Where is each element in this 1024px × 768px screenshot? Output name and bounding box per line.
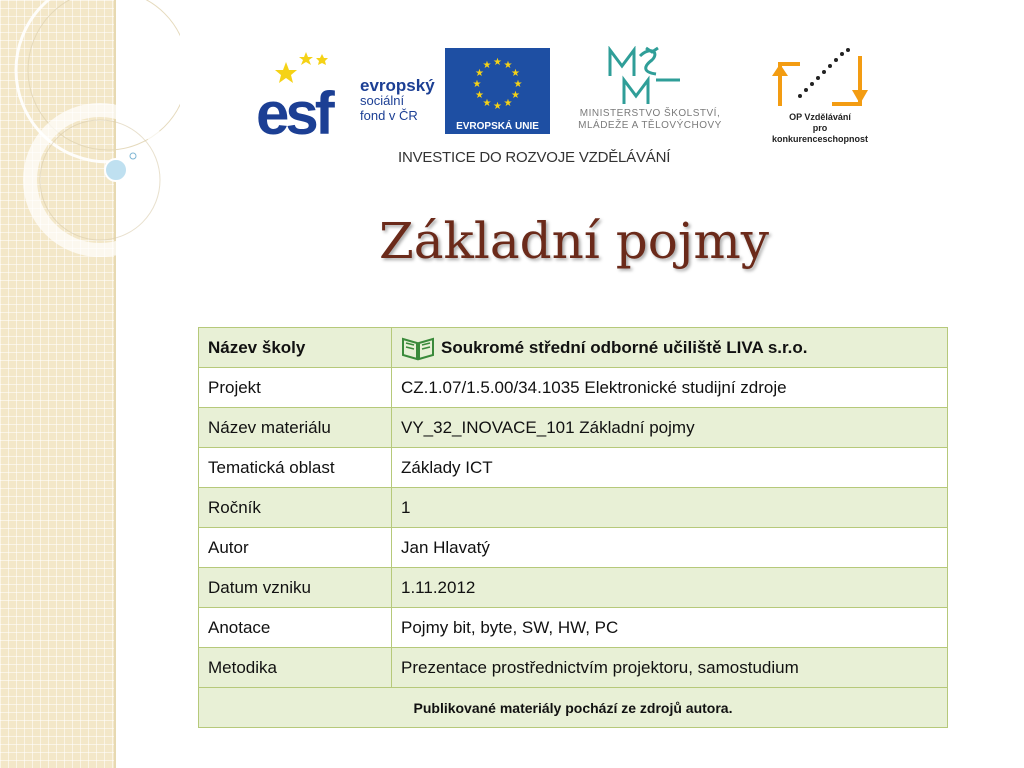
op-text [770, 112, 870, 145]
table-row [199, 648, 948, 688]
row-value: Jan Hlavatý [392, 528, 948, 568]
table-row [199, 448, 948, 488]
table-footer-row [199, 688, 948, 728]
svg-text:★: ★ [493, 57, 502, 68]
table-row [199, 368, 948, 408]
row-label: Datum vzniku [199, 568, 392, 608]
table-row [199, 488, 948, 528]
table-row [199, 528, 948, 568]
row-value: Pojmy bit, byte, SW, HW, PC [392, 608, 948, 648]
page-title: Základní pojmy [378, 212, 769, 270]
esf-line1: evropský [360, 76, 435, 95]
row-label: Autor [199, 528, 392, 568]
svg-text:★: ★ [503, 98, 513, 109]
school-name: Soukromé střední odborné učiliště LIVA s.r.o. [441, 337, 808, 357]
row-value: 1.11.2012 [392, 568, 948, 608]
msmt-line1: MINISTERSTVO ŠKOLSTVÍ, [579, 108, 721, 119]
esf-mark-icon [256, 48, 360, 136]
svg-text:★: ★ [472, 79, 482, 90]
svg-text:★: ★ [513, 79, 523, 90]
row-label: Projekt [199, 368, 392, 408]
row-label: Název školy [199, 328, 392, 368]
table-row [199, 608, 948, 648]
row-label: Název materiálu [199, 408, 392, 448]
svg-text:★: ★ [475, 68, 484, 79]
msmt-line2: MLÁDEŽE A TĚLOVÝCHOVY [578, 120, 722, 131]
msmt-text [560, 108, 740, 132]
op-line1: OP Vzdělávání [789, 112, 851, 122]
esf-logo [256, 48, 436, 136]
eu-flag-icon [445, 48, 550, 120]
esf-text [360, 78, 435, 123]
book-icon [401, 335, 435, 361]
row-value [392, 328, 948, 368]
svg-text:★: ★ [475, 90, 484, 101]
row-value: VY_32_INOVACE_101 Základní pojmy [392, 408, 948, 448]
svg-text:★: ★ [482, 98, 492, 109]
svg-text:★: ★ [503, 60, 513, 71]
row-value: 1 [392, 488, 948, 528]
row-label: Metodika [199, 648, 392, 688]
row-label: Tematická oblast [199, 448, 392, 488]
eu-label: EVROPSKÁ UNIE [445, 120, 550, 134]
decorative-circles [0, 0, 180, 260]
investice-banner: INVESTICE DO ROZVOJE VZDĚLÁVÁNÍ [398, 149, 671, 166]
svg-text:★: ★ [511, 68, 520, 79]
table-row [199, 568, 948, 608]
row-value: Základy ICT [392, 448, 948, 488]
row-label: Ročník [199, 488, 392, 528]
table-row [199, 408, 948, 448]
table-row [199, 328, 948, 368]
svg-text:★: ★ [511, 90, 520, 101]
op-mark-icon [770, 46, 870, 110]
svg-text:★: ★ [493, 101, 502, 112]
row-value: CZ.1.07/1.5.00/34.1035 Elektronické studijní zdroje [392, 368, 948, 408]
esf-line3: fond v ČR [360, 108, 418, 123]
op-logo [770, 46, 870, 144]
svg-text:esf: esf [256, 80, 331, 136]
table-footer: Publikované materiály pochází ze zdrojů autora. [199, 688, 948, 728]
op-line2: pro konkurenceschopnost [771, 123, 869, 144]
esf-line2: sociální [360, 93, 405, 108]
msmt-logo [560, 46, 740, 138]
msmt-mark-icon [560, 46, 740, 106]
row-label: Anotace [199, 608, 392, 648]
eu-logo [445, 48, 550, 134]
svg-text:★: ★ [482, 60, 492, 71]
info-table [198, 327, 948, 728]
row-value: Prezentace prostřednictvím projektoru, samostudium [392, 648, 948, 688]
